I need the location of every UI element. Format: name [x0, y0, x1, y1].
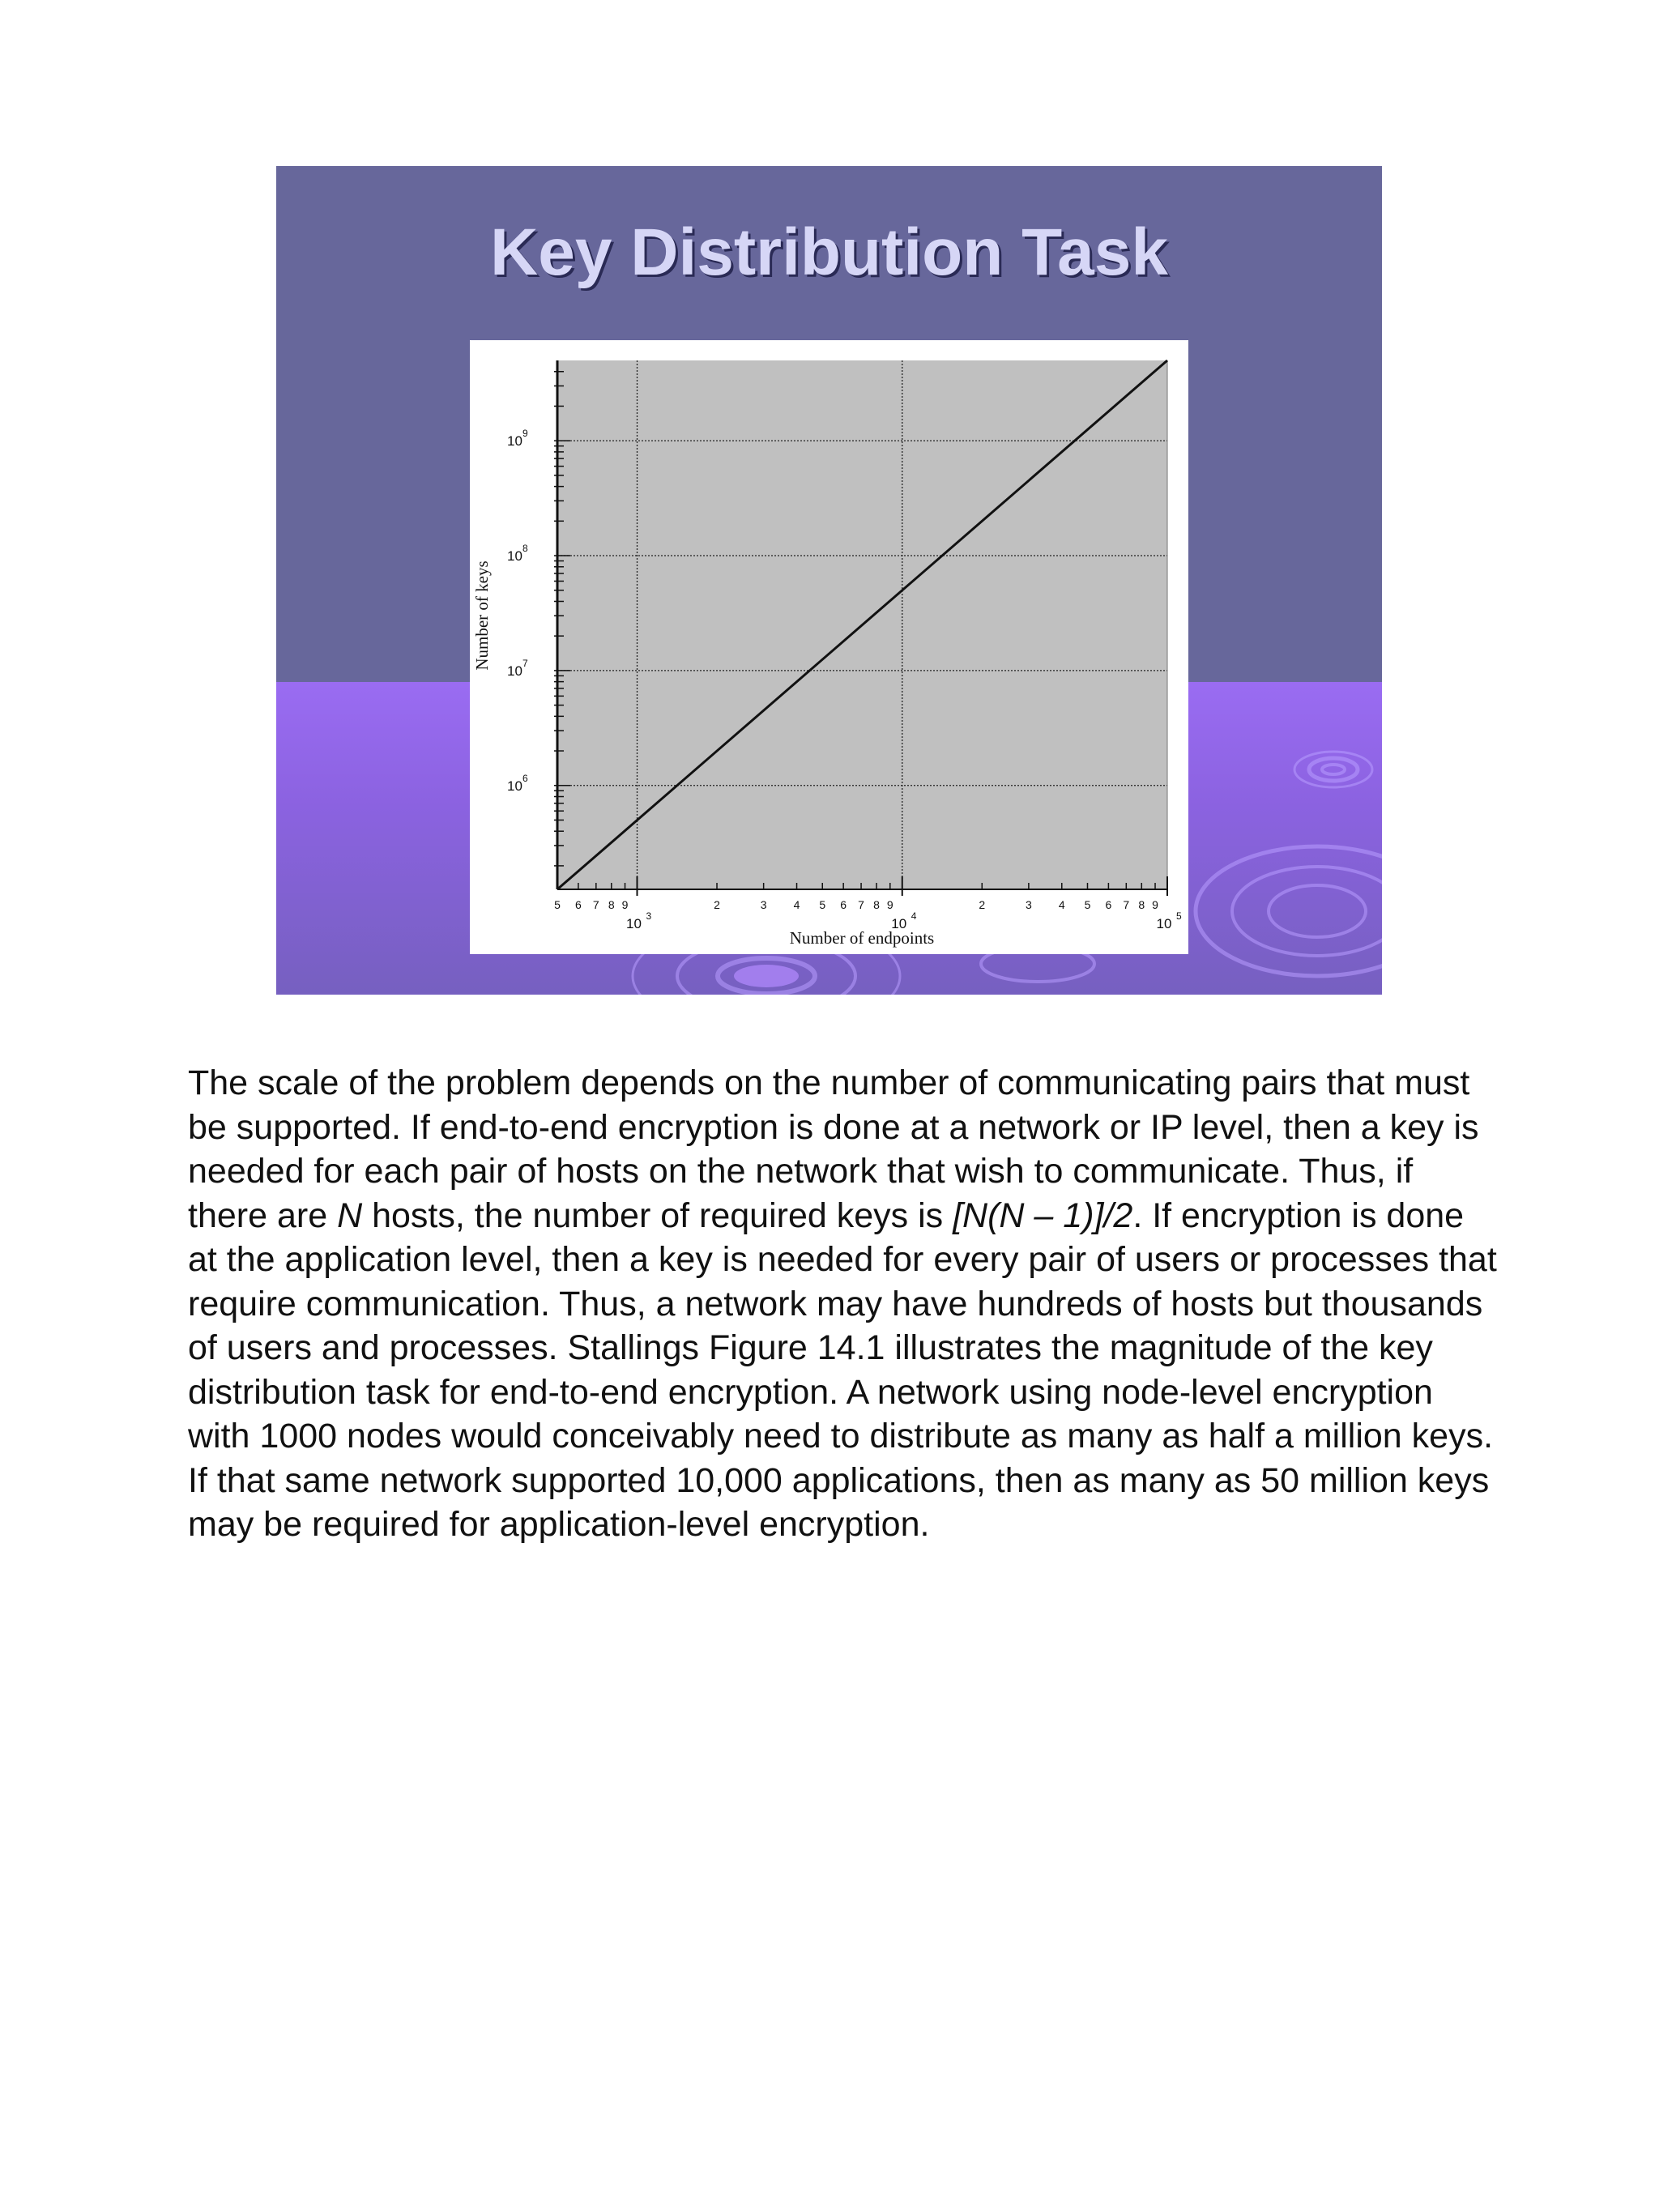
x-minor-tick-label: 2 [714, 898, 720, 911]
slide [276, 166, 1382, 995]
x-major-tick-label: 10 [891, 916, 907, 931]
x-minor-tick-label: 6 [1105, 898, 1112, 911]
x-minor-tick-label: 2 [979, 898, 986, 911]
x-major-tick-exponent: 4 [911, 910, 917, 922]
y-major-tick-exponent: 9 [522, 428, 528, 440]
x-major-tick-label: 10 [626, 916, 642, 931]
x-minor-tick-label: 5 [554, 898, 561, 911]
x-minor-tick-label: 5 [1084, 898, 1091, 911]
body-text-segment: The scale of the problem depends on the number of communicating pairs that must be supported. If end-to-end encryption is done at a network or IP level, then a key is needed for each pair of hosts on the network that wish to communicate. Thus, if there are [188, 1063, 1489, 1235]
x-minor-tick-label: 8 [608, 898, 615, 911]
body-italic-segment: N [337, 1196, 363, 1235]
y-major-tick-label: 10 [507, 548, 522, 565]
y-major-tick-exponent: 8 [522, 543, 528, 555]
x-minor-tick-label: 6 [575, 898, 582, 911]
body-text-segment: . If encryption is done at the application level, then a key is needed for every pair of users or processes that require communication. Thus, a network may have hundreds of hosts but thousands of users and processes. Stallings Figure 14.1 illustrates the magnitude of the key distribution task for end-to-end encryption. A network using node-level encryption with 1000 nodes would conceivably need to distribute as many as half a million keys. If that same network supported 10,000 applications, then as many as 50 million keys may be required for application-level encryption. [188, 1196, 1507, 1544]
x-minor-tick-label: 8 [873, 898, 880, 911]
x-minor-tick-label: 3 [1025, 898, 1032, 911]
y-major-tick-label: 10 [507, 433, 522, 450]
x-major-tick-exponent: 3 [646, 910, 652, 922]
y-major-tick-label: 10 [507, 778, 522, 794]
x-minor-tick-label: 3 [760, 898, 767, 911]
x-minor-tick-label: 7 [1123, 898, 1130, 911]
body-text-segment: hosts, the number of required keys is [362, 1196, 953, 1235]
body-italic-segment: [N(N – 1)]/2 [953, 1196, 1133, 1235]
x-minor-tick-label: 4 [1058, 898, 1065, 911]
y-axis-label: Number of keys [472, 560, 492, 671]
x-minor-tick-label: 4 [793, 898, 800, 911]
x-minor-tick-label: 7 [592, 898, 599, 911]
x-major-tick-label: 10 [1156, 916, 1172, 931]
y-major-tick-exponent: 7 [522, 657, 528, 669]
x-axis-label: Number of endpoints [789, 928, 935, 948]
x-minor-tick-label: 5 [819, 898, 826, 911]
x-minor-tick-label: 8 [1138, 898, 1145, 911]
y-major-tick-label: 10 [507, 663, 522, 679]
chart-figure [470, 340, 1188, 954]
x-minor-tick-label: 9 [886, 898, 893, 911]
slide-title: Key Distribution Task [490, 215, 1168, 289]
x-minor-tick-label: 9 [1152, 898, 1158, 911]
x-minor-tick-label: 7 [858, 898, 864, 911]
y-major-tick-exponent: 6 [522, 772, 528, 784]
body-paragraph [188, 1061, 1507, 1547]
x-minor-tick-label: 6 [840, 898, 847, 911]
x-minor-tick-label: 9 [621, 898, 629, 911]
keys-vs-endpoints-chart [470, 340, 1188, 954]
x-major-tick-exponent: 5 [1176, 910, 1182, 922]
